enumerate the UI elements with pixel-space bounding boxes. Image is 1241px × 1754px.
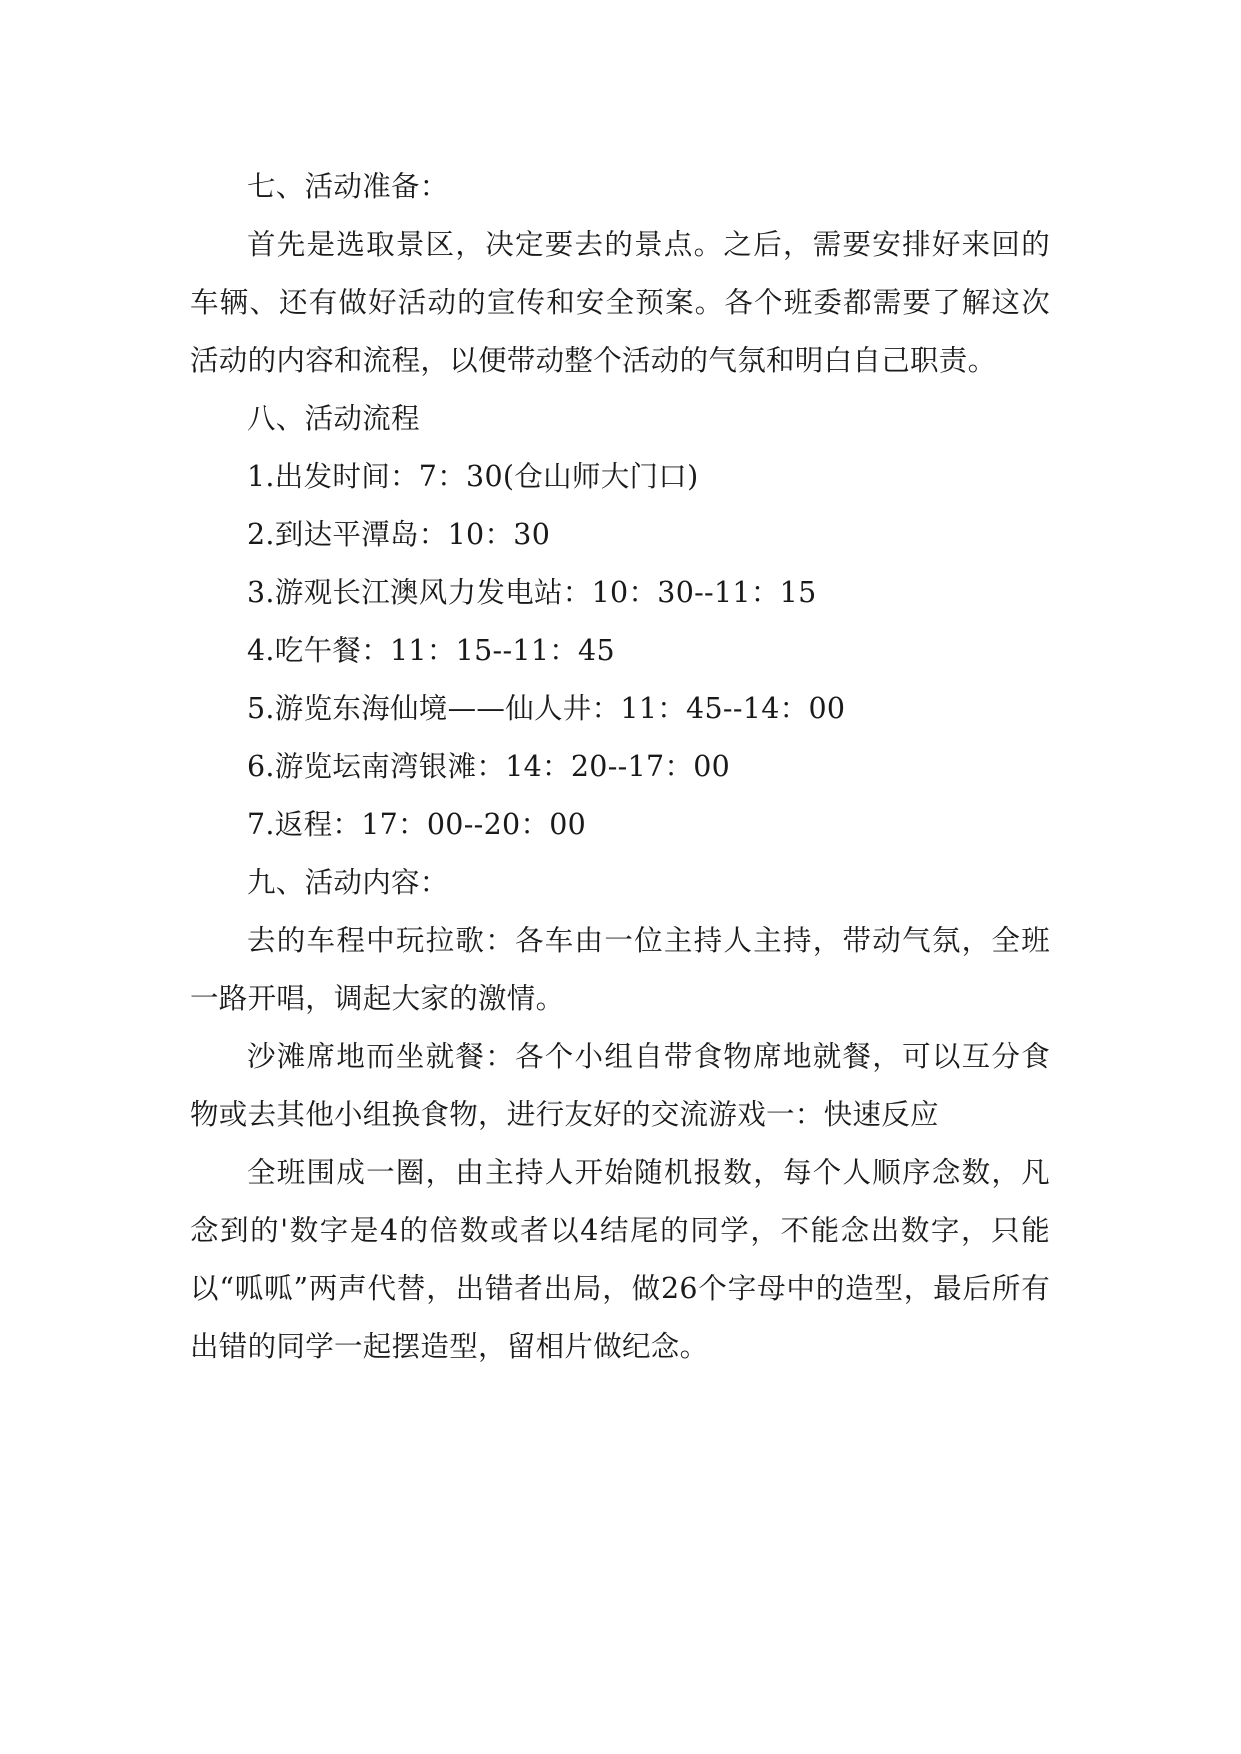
section-7-heading: 七、活动准备： — [247, 170, 449, 203]
flow-item-3: 3.游观长江澳风力发电站：10：30--11：15 — [247, 576, 817, 609]
section-9-heading: 九、活动内容： — [247, 866, 449, 899]
flow-item-1: 1.出发时间：7：30(仓山师大门口) — [247, 460, 699, 493]
document-body — [190, 158, 1050, 1376]
flow-item-7: 7.返程：17：00--20：00 — [247, 808, 587, 841]
flow-item-5: 5.游览东海仙境——仙人井：11：45--14：00 — [247, 692, 846, 725]
section-9-paragraph-3: 全班围成一圈，由主持人开始随机报数，每个人顺序念数，凡念到的'数字是4的倍数或者以4结尾的同学，不能念出数字，只能以“呱呱”两声代替，出错者出局，做26个字母中的造型，最后所有出错的同学一起摆造型，留相片做纪念。 — [190, 1156, 1050, 1363]
section-9-paragraph-2: 沙滩席地而坐就餐：各个小组自带食物席地就餐，可以互分食物或去其他小组换食物，进行友好的交流游戏一：快速反应 — [190, 1040, 1050, 1131]
section-7-body: 首先是选取景区，决定要去的景点。之后，需要安排好来回的车辆、还有做好活动的宣传和安全预案。各个班委都需要了解这次活动的内容和流程，以便带动整个活动的气氛和明白自己职责。 — [190, 228, 1050, 377]
flow-item-4: 4.吃午餐：11：15--11：45 — [247, 634, 615, 667]
section-9-paragraph-1: 去的车程中玩拉歌：各车由一位主持人主持，带动气氛，全班一路开唱，调起大家的激情。 — [190, 924, 1050, 1015]
section-8-heading: 八、活动流程 — [247, 402, 420, 435]
flow-item-6: 6.游览坛南湾银滩：14：20--17：00 — [247, 750, 731, 783]
flow-item-2: 2.到达平潭岛：10：30 — [247, 518, 551, 551]
